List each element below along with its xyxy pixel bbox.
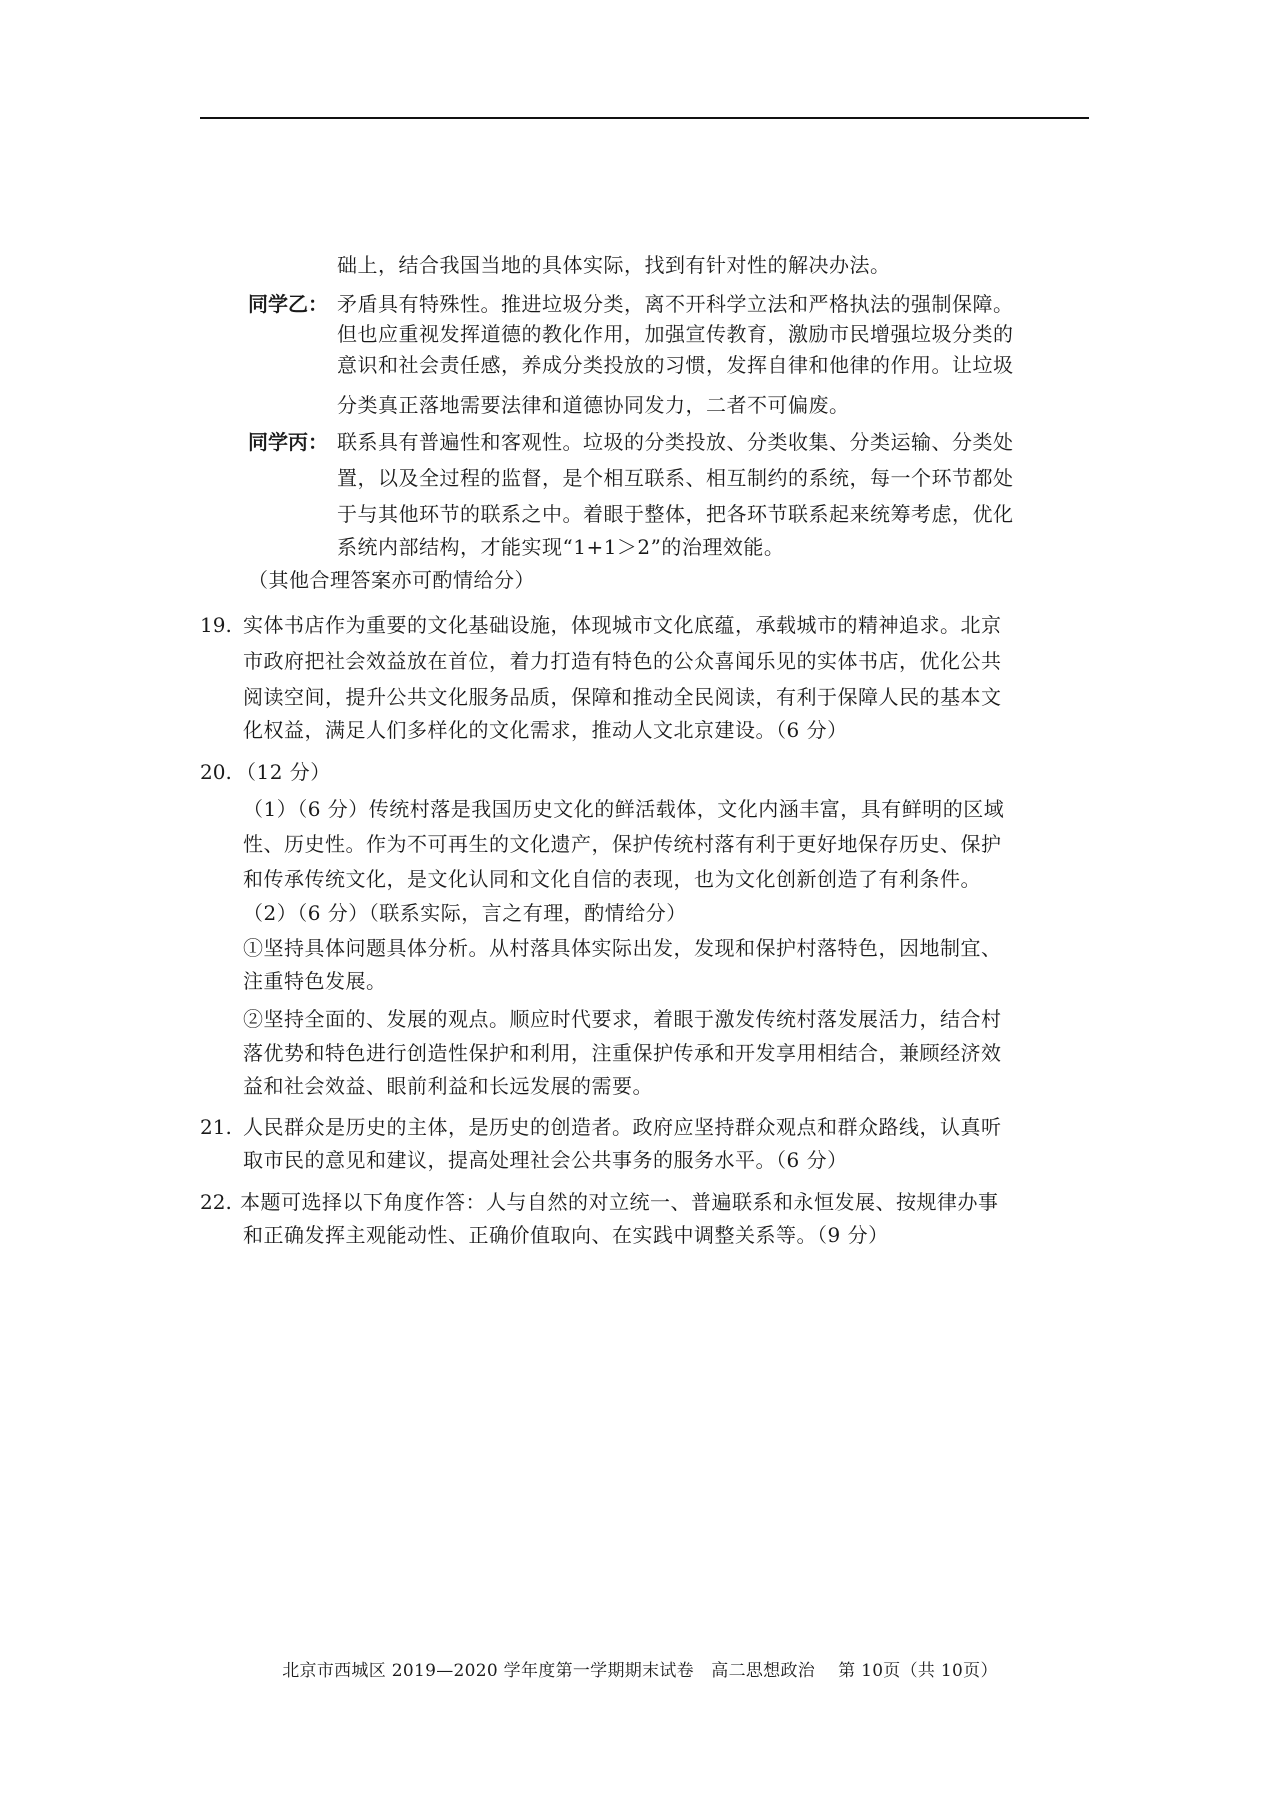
q20-line-6: 注重特色发展。 (243, 969, 387, 993)
q21-number: 21. (200, 1115, 232, 1139)
q20-line-5: ①坚持具体问题具体分析。从村落具体实际出发，发现和保护村落特色，因地制宜、 (243, 936, 1002, 960)
student-b-line-1: 矛盾具有特殊性。推进垃圾分类，离不开科学立法和严格执法的强制保障。 (337, 292, 1014, 316)
q22-number: 22. (200, 1190, 232, 1214)
q22-line-1: 本题可选择以下角度作答：人与自然的对立统一、普遍联系和永恒发展、按规律办事 (240, 1190, 999, 1214)
q19-line-4: 化权益，满足人们多样化的文化需求，推动人文北京建设。（6 分） (243, 718, 848, 742)
q20-line-3: 和传承传统文化，是文化认同和文化自信的表现，也为文化创新创造了有利条件。 (243, 867, 981, 891)
q20-line-2: 性、历史性。作为不可再生的文化遗产，保护传统村落有利于更好地保存历史、保护 (243, 832, 1002, 856)
student-c-line-3: 于与其他环节的联系之中。着眼于整体，把各环节联系起来统筹考虑，优化 (337, 502, 1014, 526)
student-b-line-3: 意识和社会责任感，养成分类投放的习惯，发挥自律和他律的作用。让垃圾 (337, 353, 1014, 377)
q20-line-8: 落优势和特色进行创造性保护和利用，注重保护传承和开发享用相结合，兼顾经济效 (243, 1041, 1002, 1065)
student-c-label: 同学丙： (248, 430, 328, 454)
q20-line-1: （1）（6 分）传统村落是我国历史文化的鲜活载体，文化内涵丰富，具有鲜明的区域 (243, 797, 1005, 821)
q20-header: （12 分） (236, 760, 331, 784)
q20-line-4: （2）（6 分）（联系实际，言之有理，酌情给分） (243, 901, 687, 925)
student-b-line-2: 但也应重视发挥道德的教化作用，加强宣传教育，激励市民增强垃圾分类的 (337, 322, 1014, 346)
q20-line-7: ②坚持全面的、发展的观点。顺应时代要求，着眼于激发传统村落发展活力，结合村 (243, 1007, 1002, 1031)
q19-line-1: 实体书店作为重要的文化基础设施，体现城市文化底蕴，承载城市的精神追求。北京 (243, 613, 1002, 637)
q18-note: （其他合理答案亦可酌情给分） (248, 568, 535, 592)
q20-number: 20. (200, 760, 232, 784)
q19-number: 19. (200, 613, 232, 637)
q19-line-2: 市政府把社会效益放在首位，着力打造有特色的公众喜闻乐见的实体书店，优化公共 (243, 649, 1002, 673)
student-c-line-4: 系统内部结构，才能实现“1+1＞2”的治理效能。 (337, 535, 785, 559)
student-b-line-4: 分类真正落地需要法律和道德协同发力，二者不可偏废。 (337, 393, 850, 417)
student-c-line-1: 联系具有普遍性和客观性。垃圾的分类投放、分类收集、分类运输、分类处 (337, 430, 1014, 454)
q22-line-2: 和正确发挥主观能动性、正确价值取向、在实践中调整关系等。（9 分） (243, 1223, 889, 1247)
q19-line-3: 阅读空间，提升公共文化服务品质，保障和推动全民阅读，有利于保障人民的基本文 (243, 685, 1002, 709)
student-b-label: 同学乙： (248, 292, 328, 316)
student-c-line-2: 置，以及全过程的监督，是个相互联系、相互制约的系统，每一个环节都处 (337, 466, 1014, 490)
header-rule (200, 117, 1089, 119)
q18-continuation-line: 础上，结合我国当地的具体实际，找到有针对性的解决办法。 (337, 253, 891, 277)
page-footer: 北京市西城区 2019—2020 学年度第一学期期末试卷 高二思想政治 第 10页（共 10页） (282, 1661, 998, 1681)
q20-line-9: 益和社会效益、眼前利益和长远发展的需要。 (243, 1074, 653, 1098)
q21-line-1: 人民群众是历史的主体，是历史的创造者。政府应坚持群众观点和群众路线，认真听 (243, 1115, 1002, 1139)
q21-line-2: 取市民的意见和建议，提高处理社会公共事务的服务水平。（6 分） (243, 1148, 848, 1172)
